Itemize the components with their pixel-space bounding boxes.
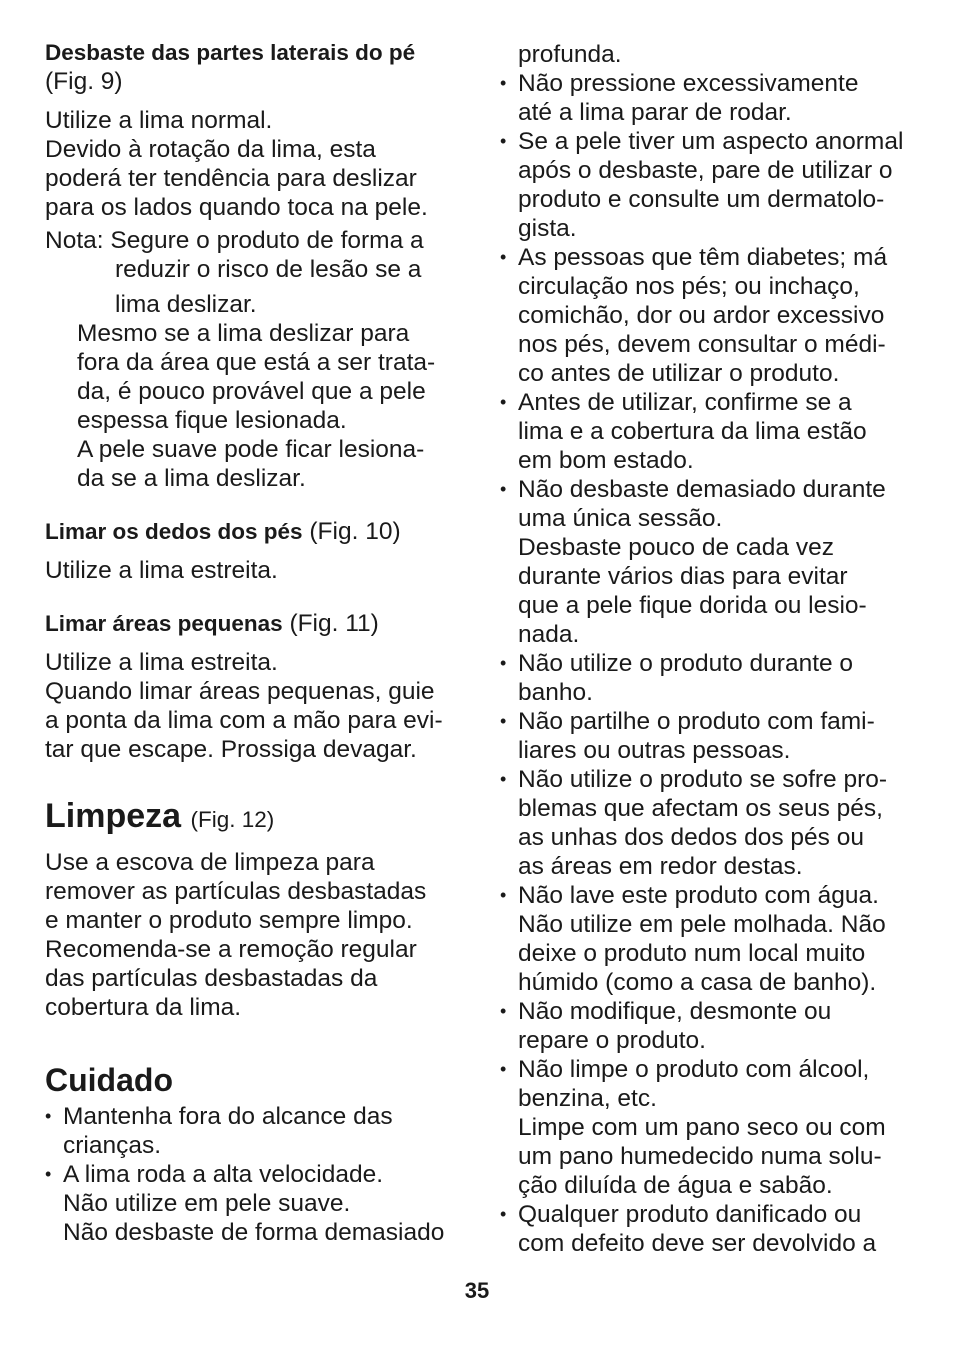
heading-limpeza: Limpeza (Fig. 12)	[45, 797, 275, 835]
list-item: • Não lave este produto com água. Não utilize em pele molhada. Não deixe o produto num local muito húmido (como a casa de banho).	[500, 882, 886, 996]
right-column	[500, 40, 920, 1258]
section-heading-small-areas: Limar áreas pequenas (Fig. 11)	[45, 610, 379, 637]
list-item: • Qualquer produto danificado ou com defeito deve ser devolvido a	[500, 1201, 877, 1257]
paragraph-toes: Utilize a lima estreita.	[45, 557, 278, 584]
fig-ref: (Fig. 9)	[45, 68, 123, 95]
bullet-icon: •	[500, 1204, 507, 1224]
bullet-icon: •	[500, 1001, 507, 1021]
section-heading-sides: Desbaste das partes laterais do pé	[45, 40, 416, 65]
list-item: • Não partilhe o produto com fami- liares ou outras pessoas.	[500, 708, 875, 764]
caution-list	[500, 69, 920, 1258]
list-item: • Antes de utilizar, confirme se a lima e a cobertura da lima estão em bom estado.	[500, 389, 867, 474]
bullet-icon: •	[500, 653, 507, 673]
paragraph-small-areas: Utilize a lima estreita. Quando limar áreas pequenas, guie a ponta da lima com a mão para evi- tar que escape. Prossiga devagar.	[45, 649, 443, 763]
bullet-icon: •	[45, 1164, 52, 1184]
bullet-icon: •	[500, 1059, 507, 1079]
continued-text: profunda.	[518, 41, 622, 68]
section-heading-toes: Limar os dedos dos pés (Fig. 10)	[45, 518, 401, 545]
list-item: • Não utilize o produto se sofre pro- blemas que afectam os seus pés, as unhas dos dedos dos pés ou as áreas em redor destas.	[500, 766, 888, 880]
page-number: 35	[464, 1278, 490, 1303]
paragraph-limpeza: Use a escova de limpeza para remover as partículas desbastadas e manter o produto sempre limpo. Recomenda-se a remoção regular das partículas desbastadas da cobertura da lima.	[45, 849, 427, 1021]
list-item: • Não limpe o produto com álcool, benzina, etc. Limpe com um pano seco ou com um pano humedecido numa solu- ção diluída de água e sabão.	[500, 1056, 886, 1199]
list-item: • Mantenha fora do alcance das crianças.	[45, 1103, 393, 1159]
bullet-icon: •	[500, 247, 507, 267]
bullet-icon: •	[500, 885, 507, 905]
left-column	[45, 38, 465, 1247]
bullet-icon: •	[500, 392, 507, 412]
list-item: • As pessoas que têm diabetes; má circulação nos pés; ou inchaço, comichão, dor ou ardor excessivo nos pés, devem consultar o médi- co antes de utilizar o produto.	[500, 244, 888, 387]
list-item: • Não desbaste demasiado durante uma única sessão. Desbaste pouco de cada vez durante vários dias para evitar que a pele fique dorida ou lesio- nada.	[500, 476, 886, 648]
list-item: • Não pressione excessivamente até a lima parar de rodar.	[500, 70, 859, 126]
paragraph-sides: Utilize a lima normal. Devido à rotação da lima, esta poderá ter tendência para deslizar para os lados quando toca na pele.	[45, 107, 428, 221]
list-item: • Não modifique, desmonte ou repare o produto.	[500, 998, 832, 1054]
bullet-icon: •	[500, 479, 507, 499]
list-item: • A lima roda a alta velocidade. Não utilize em pele suave. Não desbaste de forma demasiado	[45, 1161, 445, 1246]
bullet-icon: •	[500, 769, 507, 789]
list-item: • Se a pele tiver um aspecto anormal após o desbaste, pare de utilizar o produto e consulte um dermatolo- gista.	[500, 128, 904, 242]
bullet-icon: •	[500, 73, 507, 93]
note-block: Nota: Segure o produto de forma a reduzir o risco de lesão se a lima deslizar. Mesmo se a lima deslizar para fora da área que está a ser trata- da, é pouco provável que a pele espessa fique lesionada. A pele suave pode ficar lesiona- da se a lima deslizar.	[45, 227, 436, 492]
bullet-icon: •	[45, 1106, 52, 1126]
list-item: • Não utilize o produto durante o banho.	[500, 650, 854, 706]
heading-cuidado: Cuidado	[45, 1062, 173, 1098]
bullet-icon: •	[500, 711, 507, 731]
bullet-icon: •	[500, 131, 507, 151]
